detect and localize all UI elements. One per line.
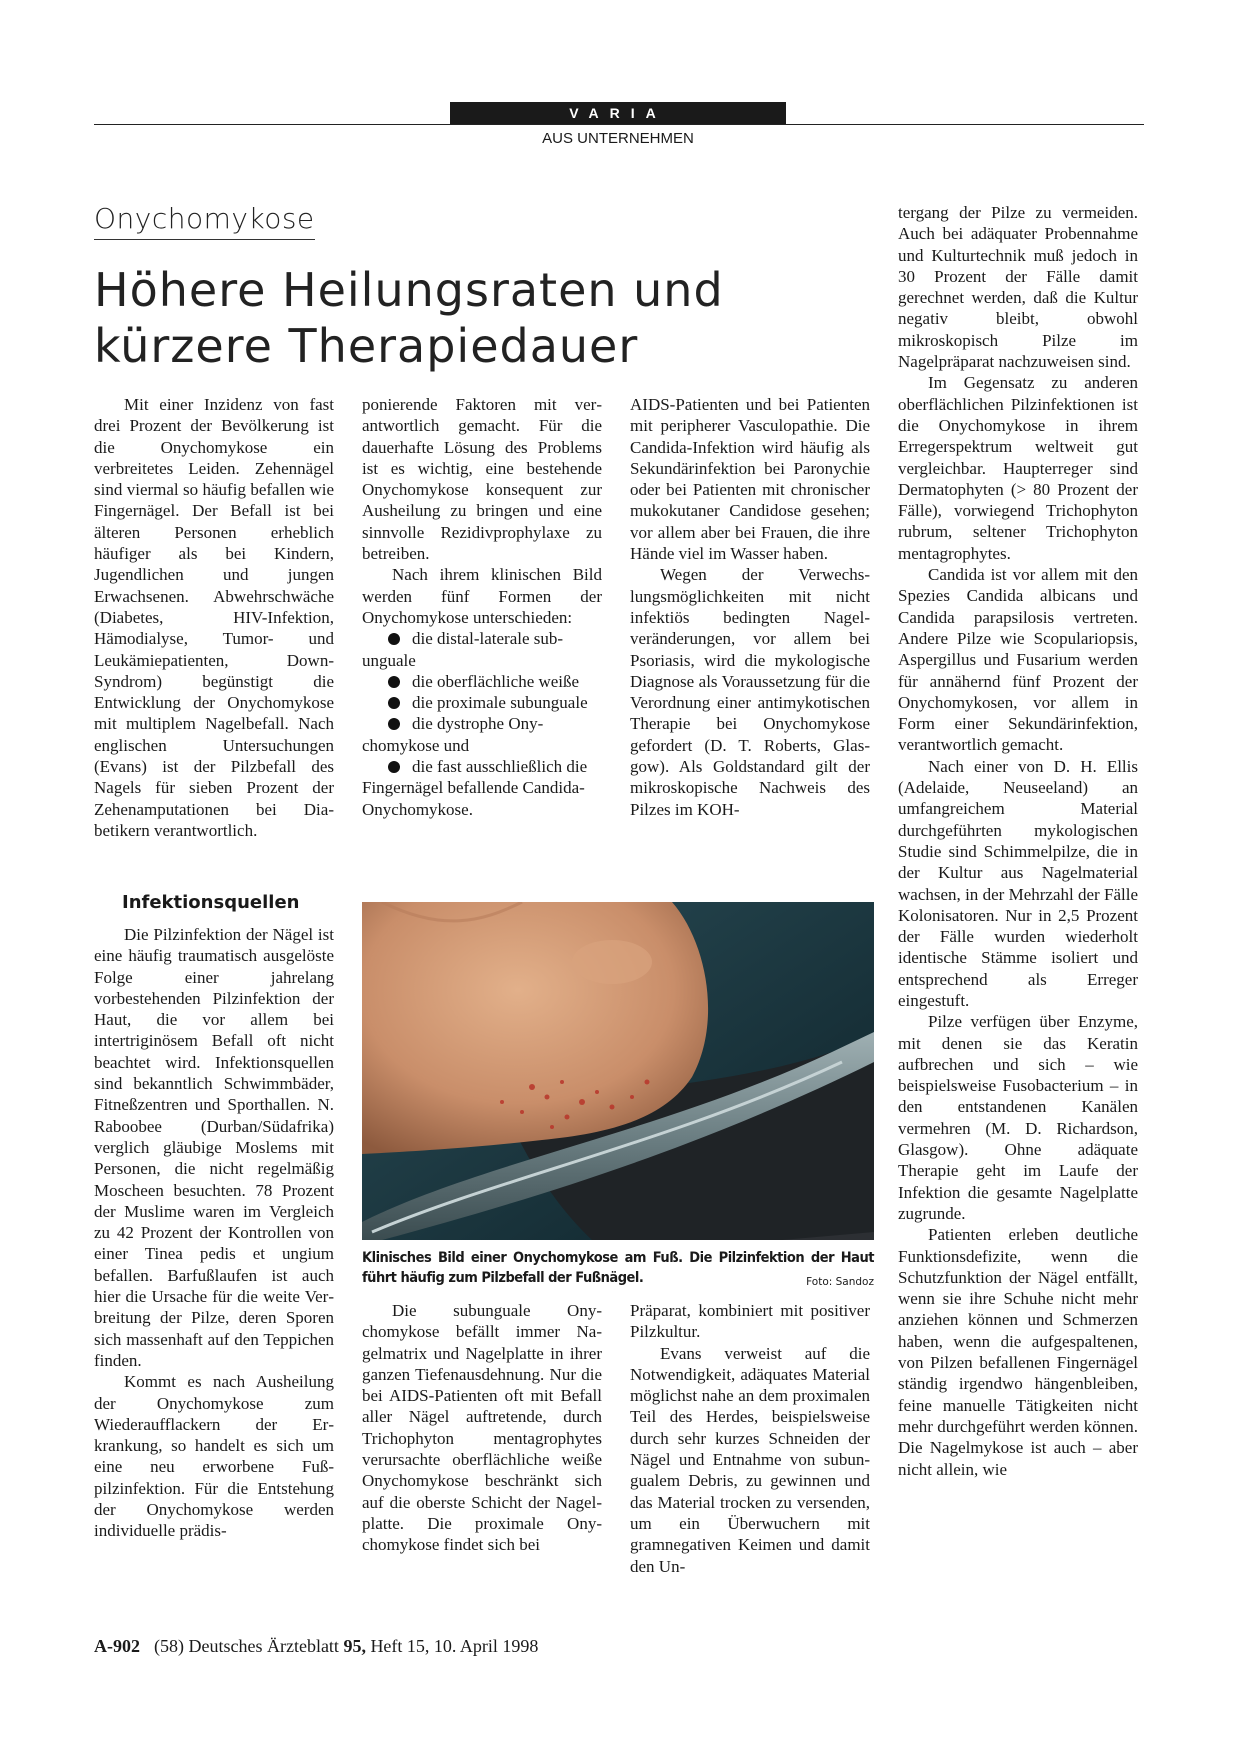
bullet-icon (388, 697, 400, 709)
form-list (362, 628, 602, 820)
paragraph: Die Pilzinfektion der Nägel ist eine häufig traumatisch ausgelöste Folge einer jahrelang vorbestehenden Pilzinfektion der Haut, die vor allem bei intertriginösem Befall oft nicht beachtet wird. Infektionsquellen sind bekanntlich Schwimmbäder, Fitneßzentren und Sporthallen. N. Raboobee (Durban/Südafrika) verglich gläubige Moslems mit Personen, die nicht regelmäßig Moscheen besuchten. 78 Prozent der Muslime waren im Vergleich zu 42 Prozent der Kontrollen von einer Tinea pedis et ungium befallen. Barfußlaufen ist auch hier die Ursache für die weite Verbreitung der Pilze, deren Sporen sich massenhaft auf den Teppichen finden. (94, 925, 334, 1370)
headline-line-1: Höhere Heilungsraten und (94, 263, 724, 317)
paragraph: Candida ist vor allem mit den Spezies Candida albicans und Candida parapsilosis vertreten. Andere Pilze wie Scopulariopsis, Aspergillus und Fusarium werden für annähernd fünf Prozent der Onychomykosen, vor allem in Form einer Sekundärinfektion, verantwortlich gemacht. (898, 565, 1138, 755)
page-number: A-902 (94, 1636, 140, 1656)
paragraph: Nach ihrem klinischen Bild werden fünf Formen der Onychomykose unterschieden: (362, 565, 602, 627)
paragraph: tergang der Pilze zu vermeiden. Auch bei adäquater Probennahme und Kulturtechnik muß jedoch in 30 Prozent der Fälle damit gerechnet werden, daß die Kultur negativ bleibt, obwohl mikroskopisch Pilze im Nagelpräparat nachzuweisen sind. (898, 203, 1138, 372)
paragraph: Evans verweist auf die Notwendigkeit, adäquates Material möglichst nahe an dem proximalen Teil des Herdes, beispielsweise durch sehr kurzes Schneiden der Nägel und Entnahme von subungualem Debris, zu gewinnen und das Material trocken zu versenden, um ein Überwuchern mit gramnegativen Keimen und damit den Un- (630, 1343, 870, 1576)
page-footer (94, 1636, 538, 1657)
bullet-icon (388, 761, 400, 773)
headline-line-2: kürzere Therapiedauer (94, 319, 639, 373)
bullet-icon (388, 676, 400, 688)
list-item: die distal-laterale subunguale (362, 629, 564, 670)
paragraph: Nach einer von D. H. Ellis (Adelaide, Neuseeland) an umfangreichem Material durchgeführten mykologischen Studie sind Schimmelpilze, die in der Kultur aus Nagelmaterial wachsen, in der Mehrzahl der Fälle Kolonisatoren. Nur in 2,5 Prozent der Fälle wurden wiederholt identische Stämme isoliert und entsprechend als Erreger eingestuft. (898, 756, 1138, 1010)
foot-photo (362, 902, 874, 1240)
subhead: Infektionsquellen (122, 892, 300, 913)
paragraph: Kommt es nach Ausheilung der Onychomykose zum Wiederaufflackern der Erkrankung, so handelt es sich um eine neu erworbene Fußpilzinfektion. Für die Entstehung der Onychomykose werden individuelle prädis- (94, 1372, 334, 1541)
bullet-icon (388, 718, 400, 730)
footer-publication: (58) Deutsches Ärzteblatt (154, 1636, 344, 1656)
article-headline (94, 262, 864, 374)
photo-caption: Klinisches Bild einer Onychomykose am Fuß. Die Pilzinfektion der Haut führt häufig zum Pilzbefall der Fußnägel. (362, 1250, 874, 1286)
paragraph: Präparat, kombiniert mit positiver Pilzkultur. (630, 1301, 870, 1342)
paragraph: Pilze verfügen über Enzyme, mit denen sie das Keratin aufbrechen und sich – wie beispielsweise Fusobacterium – in den entstandenen Kanälen vermehren (M. D. Richardson, Glasgow). Ohne adäquate Therapie geht im Laufe der Infektion die gesamte Nagelplatte zugrunde. (898, 1012, 1138, 1223)
column-3-top (630, 394, 870, 820)
section-name: AUS UNTERNEHMEN (542, 130, 694, 147)
photo-credit: Foto: Sandoz (806, 1276, 874, 1288)
paragraph: Patienten erleben deutliche Funktionsdefizite, wenn die Schutzfunktion der Nägel entfällt, wenn sie ihre Schuhe nicht mehr anziehen können und Schmerzen haben, wenn die aufgespaltenen, von Pilzen befallenen Fingernägel ständig irgendwo hängenbleiben, feine manuelle Tätigkeiten nicht mehr durchgeführt werden können. Die Nagelmykose ist auch – aber nicht allein, wie (898, 1225, 1138, 1479)
list-item: die oberflächliche weiße (362, 671, 602, 692)
paragraph: ponierende Faktoren mit verantwortlich gemacht. Für die dauerhafte Lösung des Problems ist es wichtig, eine bestehende Onychomykose konsequent zur Ausheilung zu bringen und eine sinnvolle Rezidivprophylaxe zu betreiben. (362, 395, 602, 564)
header-rule (94, 124, 1144, 125)
column-4 (898, 202, 1138, 1480)
paragraph: AIDS-Patienten und bei Patienten mit peripherer Vasculopathie. Die Candida-Infektion wird häufig als Sekundärinfektion bei Paronychie oder bei Patienten mit chronischer mukokutaner Candidose gesehen; vor allem aber bei Frauen, die ihre Hände viel im Wasser haben. (630, 395, 870, 564)
section-bar: VARIA (450, 102, 786, 124)
article-kicker: Onychomykose (94, 202, 315, 240)
paragraph: Wegen der Verwechslungsmöglichkeiten mit nicht infektiös bedingten Nagelveränderungen, vor allem bei Psoriasis, wird die mykologische Diagnose als Voraussetzung für die Verordnung einer antimykotischen Therapie bei Onychomykose gefordert (D. T. Roberts, Glasgow). Als Goldstandard gilt der mikroskopische Nachweis des Pilzes im KOH- (630, 565, 870, 819)
list-item: die fast ausschließlich die Fingernägel befallende Candida-Onychomykose. (362, 757, 588, 819)
column-1-bottom (94, 924, 334, 1542)
footer-issue: Heft 15, 10. April 1998 (365, 1636, 539, 1656)
column-2-top (362, 394, 602, 820)
footer-volume: 95, (343, 1636, 366, 1656)
paragraph: Mit einer Inzidenz von fast drei Prozent der Bevölkerung ist die Onychomykose ein verbreitetes Leiden. Zehennägel sind viermal so häufig befallen wie Fingernägel. Der Befall ist bei älteren Personen erheblich häufiger als bei Kindern, Jugendlichen und jungen Erwachsenen. Abwehrschwäche (Diabetes, HIV-Infektion, Hämodialyse, Tumor- und Leukämiepatienten, Down-Syndrom) begünstigt die Entwicklung der Onychomykose mit multiplem Nagelbefall. Nach englischen Untersuchungen (Evans) ist der Pilzbefall des Nagels für sieben Prozent der Zehenamputationen bei Diabetikern verantwortlich. (94, 395, 334, 840)
bullet-icon (388, 633, 400, 645)
column-2-bottom (362, 1300, 602, 1556)
list-item: die proximale subunguale (362, 692, 602, 713)
column-1-top (94, 394, 334, 841)
column-3-bottom (630, 1300, 870, 1577)
list-item: die dystrophe Onychomykose und (362, 714, 544, 755)
paragraph: Die subunguale Onychomykose befällt immer Nagelmatrix und Nagelplatte in ihrer ganzen Tiefenausdehnung. Nur die bei AIDS-Patienten oft mit Befall aller Nägel auftretende, durch Trichophyton mentagrophytes verursachte oberflächliche weiße Onychomykose beschränkt sich auf die oberste Schicht der Nagelplatte. Die proximale Onychomykose findet sich bei (362, 1301, 602, 1555)
paragraph: Im Gegensatz zu anderen oberflächlichen Pilzinfektionen ist die Onychomykose in ihrem Erregerspektrum weltweit gut vergleichbar. Haupterreger sind Dermatophyten (> 80 Prozent der Fälle), vorwiegend Trichophyton rubrum, seltener Trichophyton mentagrophytes. (898, 373, 1138, 563)
